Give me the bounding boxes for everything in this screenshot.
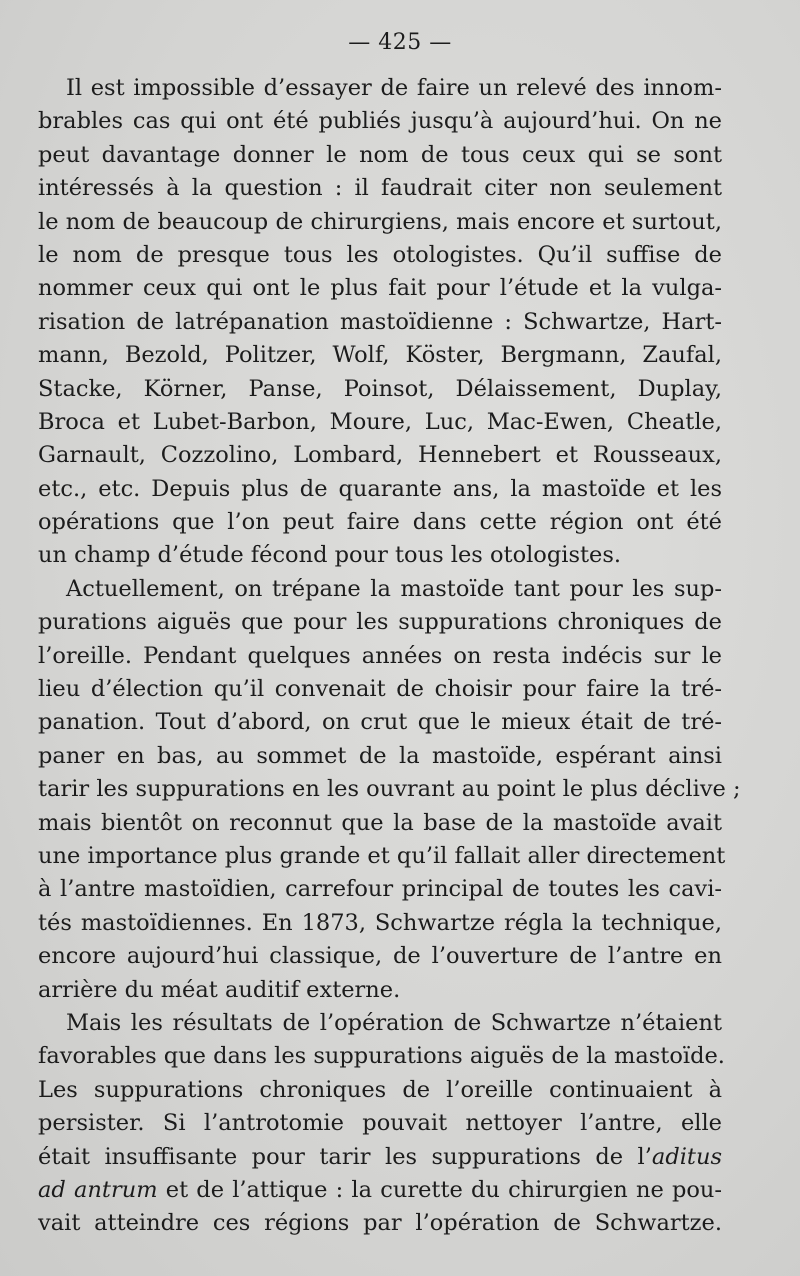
text-line bbox=[38, 1174, 722, 1207]
text-line: paner en bas, au sommet de la mastoïde, espérant ainsi bbox=[38, 742, 722, 769]
body-text bbox=[38, 72, 741, 1241]
text-line: tarir les suppurations en les ouvrant au point le plus déclive ; bbox=[38, 776, 741, 803]
text-line: favorables que dans les suppurations aiguës de la mastoïde. bbox=[38, 1043, 725, 1070]
text-line: Broca et Lubet-Barbon, Moure, Luc, Mac-Ewen, Cheatle, bbox=[38, 408, 722, 435]
text-segment: et de l’attique : la curette du chirurgien ne pou- bbox=[165, 1176, 723, 1203]
text-line: mais bientôt on reconnut que la base de la mastoïde avait bbox=[38, 809, 722, 836]
text-line: brables cas qui ont été publiés jusqu’à aujourd’hui. On ne bbox=[38, 108, 722, 135]
text-line: Actuellement, on trépane la mastoïde tant pour les sup- bbox=[66, 575, 722, 602]
text-line: risation de latrépanation mastoïdienne : Schwartze, Hart- bbox=[38, 308, 722, 335]
italic-term: aditus bbox=[651, 1143, 722, 1170]
text-line: Mais les résultats de l’opération de Schwartze n’étaient bbox=[66, 1009, 722, 1036]
text-line: à l’antre mastoïdien, carrefour principal de toutes les cavi- bbox=[38, 876, 722, 903]
text-line: l’oreille. Pendant quelques années on resta indécis sur le bbox=[38, 642, 722, 669]
page-number: — 425 — bbox=[348, 30, 452, 55]
text-line: intéressés à la question : il faudrait citer non seulement bbox=[38, 175, 722, 202]
text-line: un champ d’étude fécond pour tous les otologistes. bbox=[38, 542, 622, 569]
text-line: peut davantage donner le nom de tous ceux qui se sont bbox=[38, 141, 722, 168]
text-line: tés mastoïdiennes. En 1873, Schwartze régla la technique, bbox=[38, 909, 722, 936]
text-line: lieu d’élection qu’il convenait de choisir pour faire la tré- bbox=[38, 676, 722, 703]
text-line bbox=[38, 1141, 722, 1174]
text-segment: était insuffisante pour tarir les suppurations de l’ bbox=[38, 1143, 652, 1170]
text-line: Garnault, Cozzolino, Lombard, Hennebert et Rousseaux, bbox=[38, 442, 722, 469]
italic-term: ad antrum bbox=[38, 1176, 158, 1203]
text-line: le nom de beaucoup de chirurgiens, mais encore et surtout, bbox=[38, 208, 722, 235]
text-line: panation. Tout d’abord, on crut que le mieux était de tré- bbox=[38, 709, 722, 736]
text-line: vait atteindre ces régions par l’opération de Schwartze. bbox=[38, 1210, 722, 1237]
text-line: Les suppurations chroniques de l’oreille continuaient à bbox=[38, 1076, 722, 1103]
text-line: purations aiguës que pour les suppurations chroniques de bbox=[38, 609, 722, 636]
text-line: arrière du méat auditif externe. bbox=[38, 976, 401, 1003]
text-line: encore aujourd’hui classique, de l’ouverture de l’antre en bbox=[38, 943, 722, 970]
text-line: nommer ceux qui ont le plus fait pour l’étude et la vulga- bbox=[38, 275, 722, 302]
text-line: Il est impossible d’essayer de faire un relevé des innom- bbox=[66, 75, 722, 101]
text-line: le nom de presque tous les otologistes. Qu’il suffise de bbox=[38, 241, 722, 268]
text-line: opérations que l’on peut faire dans cette région ont été bbox=[38, 509, 722, 536]
text-line: une importance plus grande et qu’il fallait aller directement bbox=[38, 842, 726, 869]
text-line: etc., etc. Depuis plus de quarante ans, la mastoïde et les bbox=[38, 475, 722, 502]
text-line: Stacke, Körner, Panse, Poinsot, Délaissement, Duplay, bbox=[38, 375, 722, 402]
text-line: mann, Bezold, Politzer, Wolf, Köster, Bergmann, Zaufal, bbox=[38, 342, 722, 369]
text-line: persister. Si l’antrotomie pouvait nettoyer l’antre, elle bbox=[38, 1110, 722, 1137]
